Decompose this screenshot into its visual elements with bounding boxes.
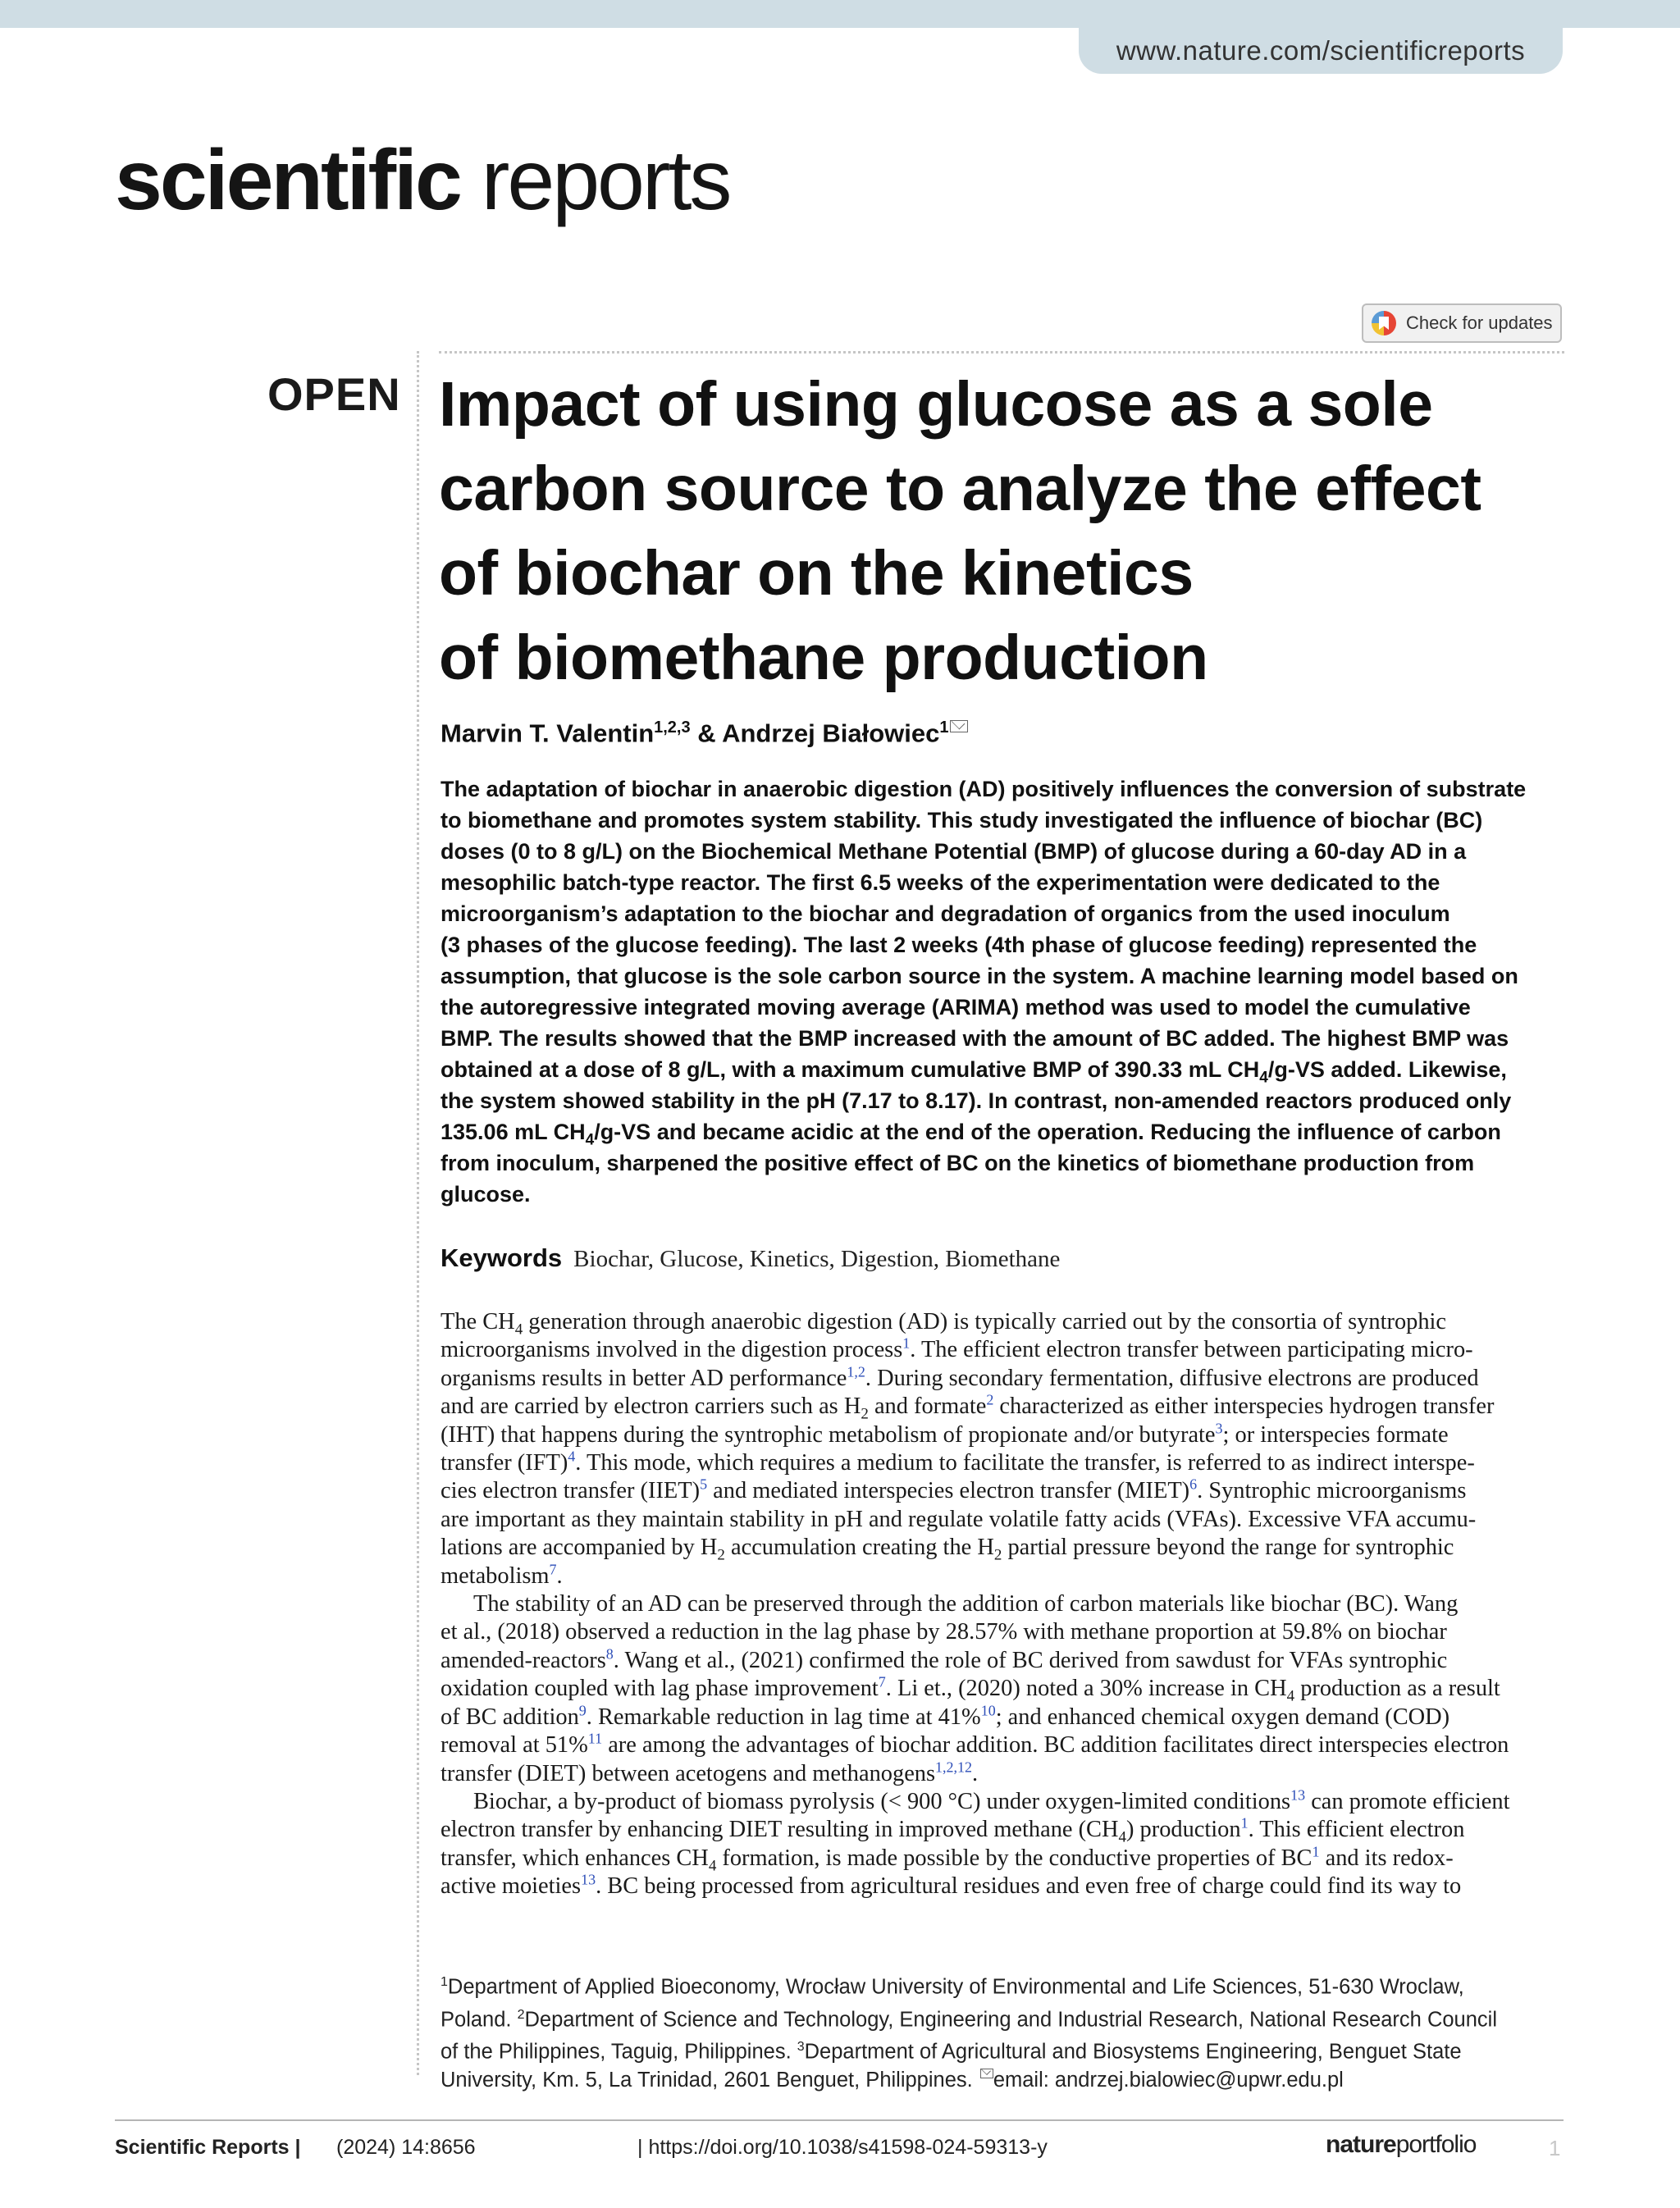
abstract [441, 773, 1566, 1210]
body-line: organisms results in better AD performance$^{1,2}$. During secondary fermentation, diffusive electrons are produced [441, 1363, 1479, 1391]
affiliation-line: University, Km. 5, La Trinidad, 2601 Benguet, Philippines. email: andrzej.bialowiec@upwr.edu.pl [441, 2068, 1344, 2092]
citation-link[interactable]: 1 [1312, 1843, 1320, 1860]
body-line: metabolism$^7$. [441, 1561, 563, 1589]
abstract-line: to biomethane and promotes system stability. This study investigated the influence of biochar (BC) [441, 808, 1483, 833]
affiliation-line: Poland. $^2$Department of Science and Technology, Engineering and Industrial Research, National Research Council [441, 2007, 1497, 2031]
body-line: lations are accompanied by $H_2$ accumulation creating the $H_2$ partial pressure beyond the range for syntrophic [441, 1535, 1454, 1564]
logo-bold: scientific [115, 133, 460, 228]
journal-url[interactable]: www.nature.com/scientificreports [1079, 28, 1563, 74]
body-line: Biochar, a by-product of biomass pyrolysis (< 900 °C) under oxygen-limited conditions$^{13}$ can promote efficient [473, 1786, 1510, 1814]
affiliation-sup: 1,2,3 [654, 719, 691, 737]
footer-rule [115, 2119, 1564, 2121]
page-number: 1 [1549, 2136, 1561, 2160]
citation-link[interactable]: 1,2 [847, 1363, 865, 1380]
abstract-line: (3 phases of the glucose feeding). The last 2 weeks (4th phase of glucose feeding) represented the [441, 933, 1477, 957]
citation-link[interactable]: 1 [902, 1334, 911, 1352]
body-line: and are carried by electron carriers such as $H_2$ and formate$^2$ characterized as either interspecies hydrogen transfer [441, 1391, 1495, 1423]
envelope-icon [980, 2069, 993, 2078]
citation-link[interactable]: 9 [578, 1702, 587, 1719]
body-line: transfer (DIET) between acetogens and methanogens$^{1,2,12}$. [441, 1759, 979, 1786]
affiliations [441, 1968, 1566, 2094]
body-line: of BC addition$^9$. Remarkable reduction in lag time at 41%$^{10}$; and enhanced chemical oxygen demand (COD) [441, 1702, 1450, 1730]
footer-doi[interactable]: | https://doi.org/10.1038/s41598-024-59313-y [637, 2136, 1048, 2159]
title-line: carbon source to analyze the effect [439, 454, 1481, 524]
footer-volume: (2024) 14:8656 [336, 2136, 476, 2159]
footer-journal: Scientific Reports | [115, 2136, 301, 2159]
body-line: transfer (IFT)$^4$. This mode, which requires a medium to facilitate the transfer, is referred to as indirect interspe- [441, 1448, 1475, 1476]
body-line: are important as they maintain stability in pH and regulate volatile fatty acids (VFAs). Excessive VFA accumu- [441, 1506, 1477, 1532]
author-list [441, 719, 968, 748]
body-line: removal at 51%$^{11}$ are among the advantages of biochar addition. BC addition facilitates direct interspecies electron [441, 1730, 1509, 1759]
body-line: amended-reactors$^8$. Wang et al., (2021) confirmed the role of BC derived from sawdust for VFAs syntrophic [441, 1645, 1448, 1673]
abstract-line: mesophilic batch-type reactor. The first 6.5 weeks of the experimentation were dedicated to the [441, 870, 1440, 895]
citation-link[interactable]: 2 [986, 1391, 994, 1408]
citation-link[interactable]: 1,2,12 [935, 1759, 973, 1776]
check-for-updates-button[interactable] [1362, 303, 1562, 343]
abstract-line: obtained at a dose of 8 g/L, with a maximum cumulative BMP of 390.33 mL $CH_4/g-VS$ added. Likewise, [441, 1057, 1507, 1087]
journal-logo[interactable] [115, 133, 730, 228]
abstract-line: the autoregressive integrated moving average (ARIMA) method was used to model the cumulative [441, 995, 1471, 1020]
body-line: active moieties$^{13}$. BC being processed from agricultural residues and even free of charge could find its way to [441, 1871, 1462, 1900]
publisher-logo[interactable]: natureportfolio [1326, 2131, 1477, 2158]
crossmark-icon [1372, 311, 1396, 335]
keywords-label: Keywords [441, 1243, 563, 1272]
abstract-line: 135.06 mL $CH_4/g-VS$ and became acidic at the end of the operation. Reducing the influence of carbon [441, 1120, 1501, 1149]
author-name[interactable]: & Andrzej Białowiec [690, 719, 940, 748]
body-line: cies electron transfer (IIET)$^5$ and mediated interspecies electron transfer (MIET)$^6$. Syntrophic microorganisms [441, 1476, 1467, 1504]
abstract-line: microorganism’s adaptation to the biochar and degradation of organics from the used inoculum [441, 901, 1450, 926]
affiliation-line: of the Philippines, Taguig, Philippines. $^3$Department of Agricultural and Biosystems Engineering, Benguet State [441, 2040, 1462, 2064]
citation-link[interactable]: 13 [581, 1871, 596, 1888]
citation-link[interactable]: 1 [1240, 1814, 1249, 1832]
body-text [441, 1308, 1566, 1901]
logo-regular: reports [459, 133, 730, 228]
citation-link[interactable]: 8 [605, 1645, 614, 1663]
keywords-list: Biochar, Glucose, Kinetics, Digestion, Biomethane [573, 1246, 1061, 1272]
abstract-line: BMP. The results showed that the BMP increased with the amount of BC added. The highest BMP was [441, 1026, 1509, 1051]
top-bar [0, 0, 1680, 28]
abstract-line: the system showed stability in the pH (7.17 to 8.17). In contrast, non-amended reactors produced only [441, 1088, 1512, 1113]
keywords [441, 1243, 1060, 1273]
citation-link[interactable]: 3 [1215, 1420, 1223, 1437]
open-access-label: OPEN [267, 368, 401, 420]
dotted-divider-horizontal [439, 351, 1564, 354]
citation-link[interactable]: 7 [549, 1561, 557, 1578]
citation-link[interactable]: 13 [1290, 1786, 1306, 1804]
dotted-divider-vertical [417, 351, 419, 2075]
title-line: of biomethane production [439, 623, 1208, 693]
body-line: microorganisms involved in the digestion process$^1$. The efficient electron transfer between participating micro- [441, 1334, 1473, 1363]
body-line: (IHT) that happens during the syntrophic metabolism of propionate and/or butyrate$^3$; or interspecies formate [441, 1420, 1449, 1448]
affiliation-line: $^1$Department of Applied Bioeconomy, Wrocław University of Environmental and Life Sciences, 51-630 Wroclaw, [441, 1975, 1464, 1999]
affiliation-sup: 1 [939, 719, 949, 737]
citation-link[interactable]: 10 [980, 1702, 996, 1719]
body-line: electron transfer by enhancing DIET resulting in improved methane $(CH_4)$ production$^1$. This efficient electron [441, 1814, 1465, 1846]
abstract-line: The adaptation of biochar in anaerobic digestion (AD) positively influences the conversion of substrate [441, 777, 1527, 801]
citation-link[interactable]: 6 [1189, 1476, 1198, 1493]
author-name[interactable]: Marvin T. Valentin [441, 719, 655, 748]
email-link[interactable]: email: andrzej.bialowiec@upwr.edu.pl [993, 2068, 1344, 2092]
abstract-line: glucose. [441, 1182, 531, 1207]
abstract-line: from inoculum, sharpened the positive effect of BC on the kinetics of biomethane production from [441, 1151, 1475, 1175]
citation-link[interactable]: 7 [878, 1673, 886, 1690]
body-line: transfer, which enhances $CH_4$ formation, is made possible by the conductive properties of BC$^1$ and its redox- [441, 1843, 1454, 1875]
title-line: Impact of using glucose as a sole [439, 369, 1433, 440]
body-line: The stability of an AD can be preserved through the addition of carbon materials like biochar (BC). Wang [473, 1591, 1459, 1617]
article-title [439, 363, 1587, 700]
citation-link[interactable]: 4 [568, 1448, 576, 1465]
abstract-line: assumption, that glucose is the sole carbon source in the system. A machine learning model based on [441, 964, 1518, 988]
envelope-icon[interactable] [950, 720, 968, 732]
body-line: The $CH_4$ generation through anaerobic digestion (AD) is typically carried out by the consortia of syntrophic [441, 1309, 1447, 1339]
body-line: oxidation coupled with lag phase improvement$^7$. Li et., (2020) noted a 30% increase in $CH_4$ production as a result [441, 1673, 1500, 1705]
body-line: et al., (2018) observed a reduction in the lag phase by 28.57% with methane proportion at 59.8% on biochar [441, 1619, 1447, 1645]
citation-link[interactable]: 5 [700, 1476, 708, 1493]
citation-link[interactable]: 11 [587, 1730, 603, 1747]
title-line: of biochar on the kinetics [439, 538, 1194, 609]
abstract-line: doses (0 to 8 g/L) on the Biochemical Methane Potential (BMP) of glucose during a 60-day AD in a [441, 839, 1467, 864]
check-for-updates-label: Check for updates [1406, 312, 1553, 333]
